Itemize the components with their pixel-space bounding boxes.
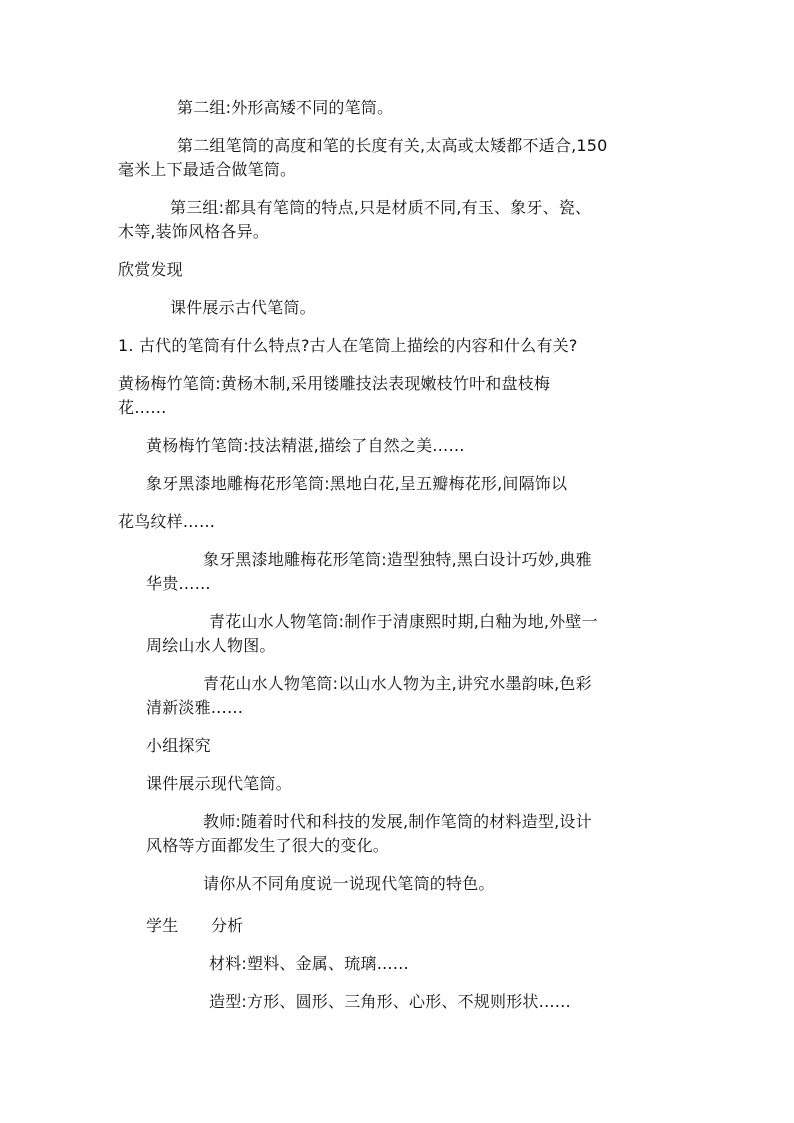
section-heading-appreciation: 欣赏发现 — [118, 260, 183, 279]
text-line-group-three-1: 第三组:都具有笔筒的特点,只是材质不同,有玉、象牙、瓷、 — [170, 198, 592, 217]
text-line-boxwood-summary: 黄杨梅竹笔筒:技法精湛,描绘了自然之美…… — [146, 436, 465, 455]
text-line-blue-white-summary-1: 青花山水人物笔筒:以山水人物为主,讲究水墨韵味,色彩 — [203, 674, 592, 693]
text-line-discussion-prompt: 请你从不同角度说一说现代笔筒的特色。 — [203, 874, 495, 893]
text-line-ivory-2: 花鸟纹样…… — [118, 512, 216, 531]
text-line-group-two-detail-1: 第二组笔筒的高度和笔的长度有关,太高或太矮都不适合,150 — [177, 136, 608, 155]
text-line-ancient-display: 课件展示古代笔筒。 — [170, 298, 316, 317]
text-line-teacher-2: 风格等方面都发生了很大的变化。 — [146, 836, 390, 855]
text-line-modern-display: 课件展示现代笔筒。 — [146, 774, 292, 793]
text-line-boxwood-1: 黄杨梅竹笔筒:黄杨木制,采用镂雕技法表现嫩枝竹叶和盘枝梅 — [118, 374, 551, 393]
text-line-blue-white-1: 青花山水人物笔筒:制作于清康熙时期,白釉为地,外壁一 — [209, 612, 598, 631]
text-line-ivory-summary-1: 象牙黑漆地雕梅花形笔筒:造型独特,黑白设计巧妙,典雅 — [203, 550, 592, 569]
text-line-boxwood-2: 花…… — [118, 398, 167, 417]
text-line-ivory-1: 象牙黑漆地雕梅花形笔筒:黑地白花,呈五瓣梅花形,间隔饰以 — [146, 474, 568, 493]
text-line-teacher-1: 教师:随着时代和科技的发展,制作笔筒的材料造型,设计 — [203, 812, 592, 831]
text-line-group-two-detail-2: 毫米上下最适合做笔筒。 — [118, 160, 297, 179]
text-line-group-three-2: 木等,装饰风格各异。 — [118, 222, 270, 241]
text-line-blue-white-summary-2: 清新淡雅…… — [146, 698, 244, 717]
question-line-1: 1. 古代的笔筒有什么特点?古人在笔筒上描绘的内容和什么有关? — [118, 336, 578, 355]
text-line-group-two-title: 第二组:外形高矮不同的笔筒。 — [177, 98, 394, 117]
text-line-materials: 材料:塑料、金属、琉璃…… — [209, 954, 409, 973]
text-line-ivory-summary-2: 华贵…… — [146, 574, 211, 593]
section-heading-group-exploration: 小组探究 — [146, 736, 211, 755]
text-line-blue-white-2: 周绘山水人物图。 — [146, 636, 276, 655]
text-line-shapes: 造型:方形、圆形、三角形、心形、不规则形状…… — [209, 992, 571, 1011]
label-analysis: 分析 — [211, 916, 244, 935]
label-student: 学生 — [146, 916, 179, 935]
